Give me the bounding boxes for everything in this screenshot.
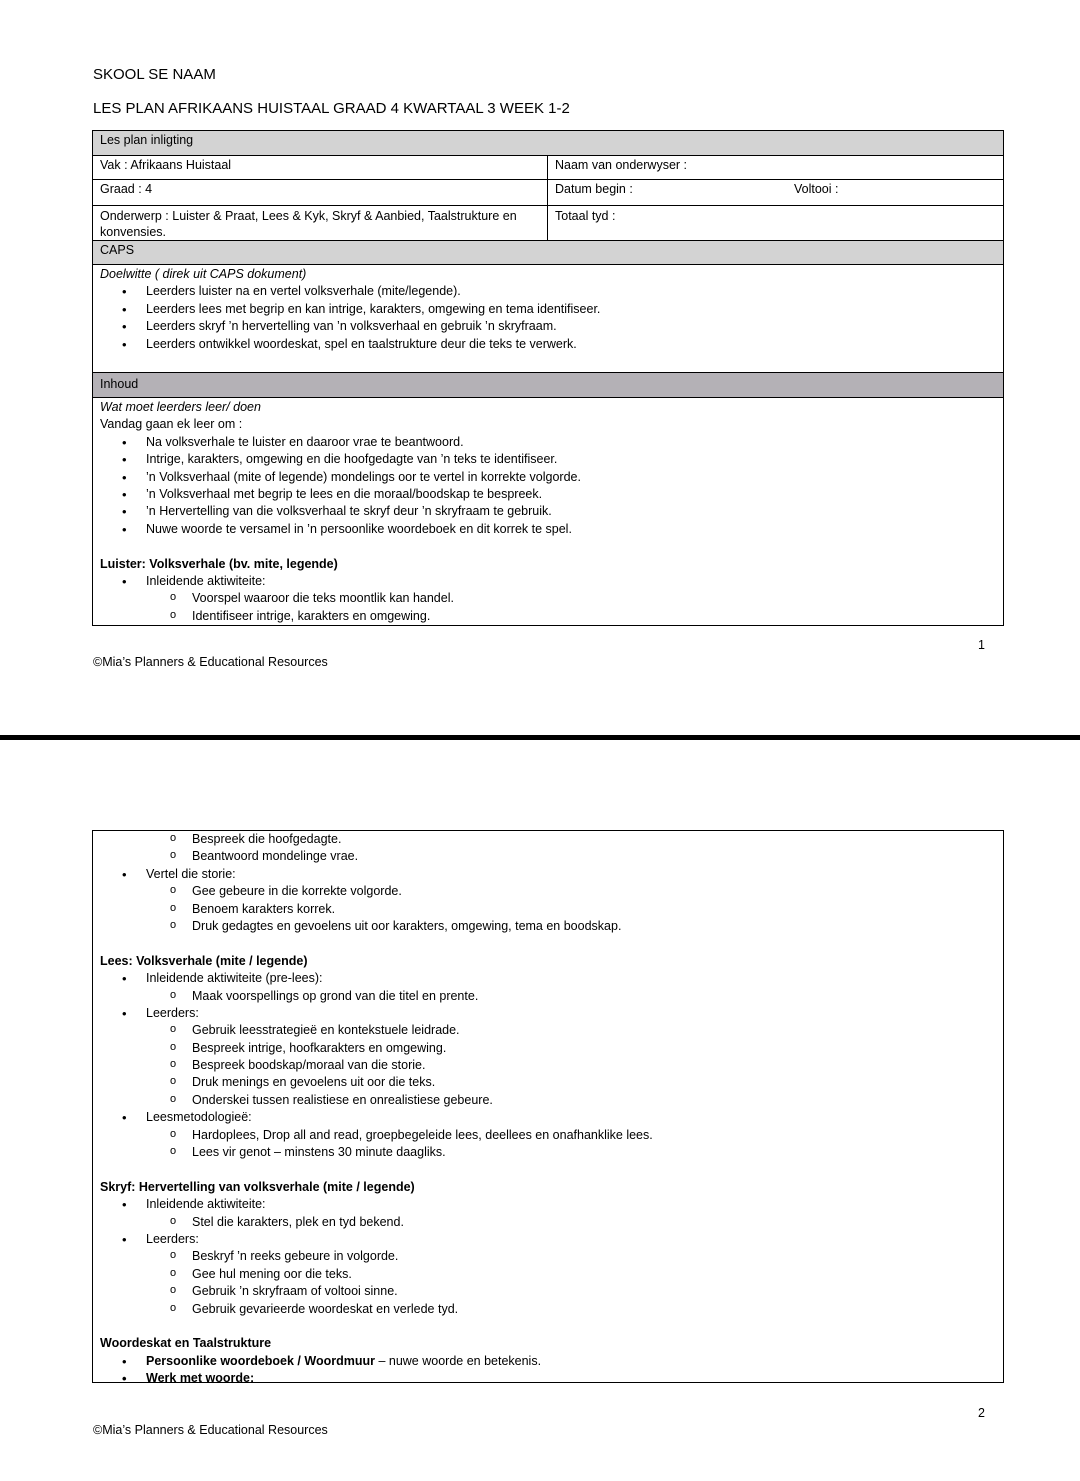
skryf-heading: Skryf: Hervertelling van volksverhale (mite / legende) [100,1179,415,1194]
document-page-2 [0,740,1080,1481]
graad-cell: Graad : 4 [93,180,548,205]
sub-list-item: o Bespreek die hoofgedagte. [100,831,996,848]
sub-list-item: o Gebruik ’n skryfraam of voltooi sinne. [100,1283,996,1300]
woordeboek-rest: – nuwe woorde en betekenis. [374,1353,542,1368]
list-item: • Leerders: [100,1231,996,1248]
list-item: • Leerders: [100,1005,996,1022]
table-row [93,180,1003,206]
totaal-tyd-cell: Totaal tyd : [555,209,616,223]
list-item: • Inleidende aktiwiteite: [100,1196,996,1213]
inhoud-cell-continued [93,831,1003,1382]
list-item: • Leerders luister na en vertel volksverhale (mite/legende). [100,283,996,300]
sub-list-item: o Stel die karakters, plek en tyd bekend. [100,1214,996,1231]
sub-list-item: o Maak voorspellings op grond van die titel en prente. [100,988,996,1005]
footer: ©Mia’s Planners & Educational Resources [93,655,328,669]
spacer [100,538,996,555]
table-row [93,156,1003,180]
sub-list-item: o Bespreek intrige, hoofkarakters en omgewing. [100,1040,996,1057]
inhoud-cell [93,398,1003,625]
list-item: • ’n Volksverhaal met begrip te lees en die moraal/boodskap te bespreek. [100,486,996,503]
onderwyser-cell: Naam van onderwyser : [555,158,688,172]
woordeboek-bold: Persoonlike woordeboek / Woordmuur [146,1353,375,1368]
sub-list-item: o Gebruik leesstrategieë en kontekstuele leidrade. [100,1022,996,1039]
list-item: • Inleidende aktiwiteite: [100,573,996,590]
list-item: • Nuwe woorde te versamel in ’n persoonlike woordeboek en dit korrek te spel. [100,521,996,538]
list-item: • Vertel die storie: [100,866,996,883]
sub-list-item: o Lees vir genot – minstens 30 minute daagliks. [100,1144,996,1161]
sub-list-item: o Beskryf ’n reeks gebeure in volgorde. [100,1248,996,1265]
sub-list-item: o Hardoplees, Drop all and read, groepbegeleide lees, deellees en onafhanklike lees. [100,1127,996,1144]
sub-list-item: o Beantwoord mondelinge vrae. [100,848,996,865]
list-item: • Inleidende aktiwiteite (pre-lees): [100,970,996,987]
sub-list-item: o Onderskei tussen realistiese en onrealistiese gebeure. [100,1092,996,1109]
datum-cell [548,180,1003,205]
list-item: • Leesmetodologieë: [100,1109,996,1126]
table-row [93,206,1003,241]
lees-heading: Lees: Volksverhale (mite / legende) [100,953,308,968]
list-item: • ’n Volksverhaal (mite of legende) mondelings oor te vertel in korrekte volgorde. [100,469,996,486]
sub-list-item: o Bespreek boodskap/moraal van die storie. [100,1057,996,1074]
onderwerp-cell: Onderwerp : Luister & Praat, Lees & Kyk, Skryf & Aanbied, Taalstrukture en konvensies. [93,206,548,240]
list-item: • ’n Hervertelling van die volksverhaal te skryf deur ’n skryfraam te gebruik. [100,503,996,520]
list-item [100,1353,996,1370]
section-row-caps [93,241,1003,265]
page-number: 2 [978,1406,985,1420]
doelwitte-heading: Doelwitte ( direk uit CAPS dokument) [100,267,307,281]
inhoud-heading: Wat moet leerders leer/ doen [100,400,261,414]
list-item: • Leerders lees met begrip en kan intrige, karakters, omgewing en tema identifiseer. [100,301,996,318]
list-item: • Na volksverhale te luister en daaroor vrae te beantwoord. [100,434,996,451]
spacer [100,935,996,952]
sub-list-item: o Druk menings en gevoelens uit oor die teks. [100,1074,996,1091]
inhoud-row [93,398,1003,625]
plan-title: LES PLAN AFRIKAANS HUISTAAL GRAAD 4 KWARTAAL 3 WEEK 1-2 [93,100,570,117]
woordeskat-heading: Woordeskat en Taalstrukture [100,1336,272,1351]
sub-list-item: o Gebruik gevarieerde woordeskat en verlede tyd. [100,1301,996,1318]
sub-list-item: o Benoem karakters korrek. [100,901,996,918]
inhoud-row-continued [93,831,1003,1382]
sub-list-item: o Gee gebeure in die korrekte volgorde. [100,883,996,900]
section-row-inhoud [93,373,1003,398]
school-name: SKOOL SE NAAM [93,66,216,83]
sub-list-item: o Voorspel waaroor die teks moontlik kan handel. [100,590,996,607]
sub-list-item: o Identifiseer intrige, karakters en omgewing. [100,608,996,625]
spacer [100,1318,996,1335]
list-item: • Leerders skryf ’n hervertelling van ’n volksverhaal en gebruik ’n skryfraam. [100,318,996,335]
document-page-1 [0,0,1080,735]
list-item: • Werk met woorde: [100,1370,996,1382]
lesson-plan-table-continued [92,830,1004,1383]
voltooi-label: Voltooi : [794,182,839,196]
luister-heading: Luister: Volksverhale (bv. mite, legende) [100,556,338,571]
sub-list-item: o Druk gedagtes en gevoelens uit oor karakters, omgewing, tema en boodskap. [100,918,996,935]
doelwitte-row [93,265,1003,373]
page-number: 1 [978,638,985,652]
section-label-caps: CAPS [100,243,135,257]
section-label-inhoud: Inhoud [100,377,139,391]
spacer [100,1161,996,1178]
vak-cell: Vak : Afrikaans Huistaal [93,156,548,179]
sub-list-item: o Gee hul mening oor die teks. [100,1266,996,1283]
list-item: • Intrige, karakters, omgewing en die hoofgedagte van ’n teks te identifiseer. [100,451,996,468]
list-item: • Leerders ontwikkel woordeskat, spel en taalstrukture deur die teks te verwerk. [100,336,996,353]
footer: ©Mia’s Planners & Educational Resources [93,1423,328,1437]
datum-begin-label: Datum begin : [555,182,633,196]
section-row-info [93,131,1003,156]
lesson-plan-table [92,130,1004,626]
section-label-info: Les plan inligting [100,133,194,147]
vandag-line: Vandag gaan ek leer om : [100,417,243,432]
doelwitte-cell [93,265,1003,372]
